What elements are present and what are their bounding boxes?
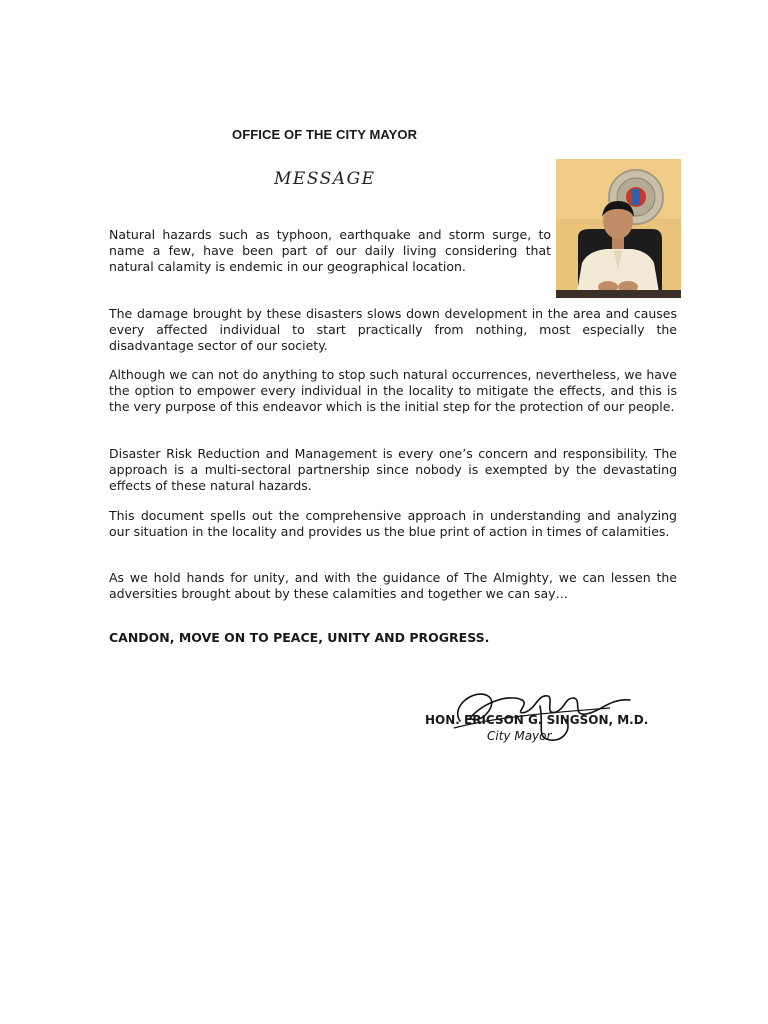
mayor-portrait-image: [556, 159, 681, 298]
signatory-title: City Mayor: [487, 729, 552, 743]
paragraph-4: Disaster Risk Reduction and Management is every one’s concern and responsibility. The approach is a multi-sectoral partnership since nobody is exempted by the devastating effects of these natural hazards.: [109, 446, 677, 493]
paragraph-1: Natural hazards such as typhoon, earthquake and storm surge, to name a few, have been part of our daily living considering that natural calamity is endemic in our geographical location.: [109, 227, 551, 274]
mayor-photo: [556, 159, 681, 298]
paragraph-3: Although we can not do anything to stop such natural occurrences, nevertheless, we have the option to empower every individual in the locality to mitigate the effects, and this is the very purpose of this endeavor which is the initial step for the protection of our people.: [109, 367, 677, 414]
closing-slogan: CANDON, MOVE ON TO PEACE, UNITY AND PROGRESS.: [109, 630, 490, 645]
paragraph-2: The damage brought by these disasters slows down development in the area and causes every affected individual to start practically from nothing, most especially the disadvantage sector of our society.: [109, 306, 677, 353]
message-heading: MESSAGE: [274, 169, 376, 189]
signatory-name: HON. ERICSON G. SINGSON, M.D.: [425, 713, 649, 727]
office-title: OFFICE OF THE CITY MAYOR: [232, 127, 418, 142]
paragraph-5: This document spells out the comprehensive approach in understanding and analyzing our situation in the locality and provides us the blue print of action in times of calamities.: [109, 508, 677, 539]
paragraph-6: As we hold hands for unity, and with the guidance of The Almighty, we can lessen the adversities brought about by these calamities and together we can say…: [109, 570, 677, 601]
